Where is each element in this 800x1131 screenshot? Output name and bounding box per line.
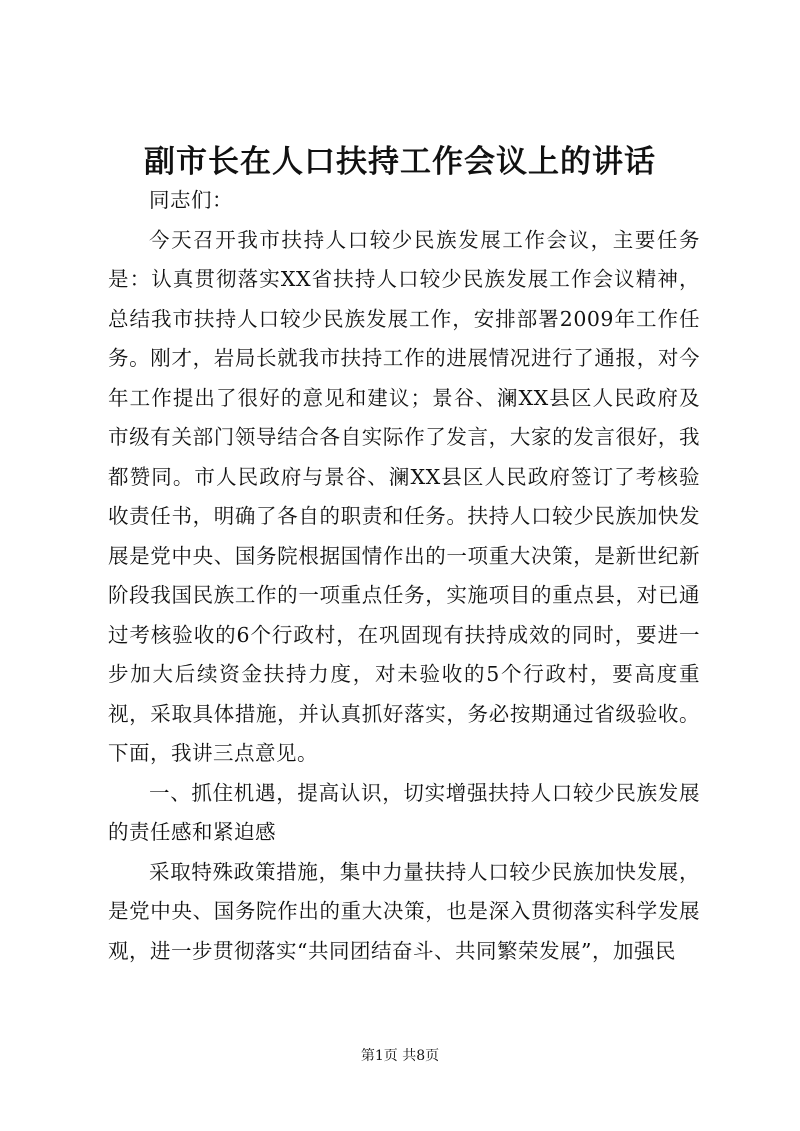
paragraph-section-body: 采取特殊政策措施，集中力量扶持人口较少民族加快发展，是党中央、国务院作出的重大决策，也是深入贯彻落实科学发展观，进一步贯彻落实“共同团结奋斗、共同繁荣发展”，加强民: [108, 859, 700, 963]
document-body: [108, 181, 700, 971]
document-title: 副市长在人口扶持工作会议上的讲话: [144, 144, 656, 180]
paragraph-salutation: 同志们：: [149, 188, 233, 212]
paragraph-section-heading: 一、抓住机遇，提高认识，切实增强扶持人口较少民族发展的责任感和紧迫感: [108, 780, 700, 844]
page-footer: 第1页 共8页: [360, 1048, 440, 1064]
paragraph-opening: 今天召开我市扶持人口较少民族发展工作会议，主要任务是：认真贯彻落实XX省扶持人口较少民族发展工作会议精神，总结我市扶持人口较少民族发展工作，安排部署2009年工作任务。刚才，岩局长就我市扶持工作的进展情况进行了通报，对今年工作提出了很好的意见和建议；景谷、澜XX县区人民政府及市级有关部门领导结合各自实际作了发言，大家的发言很好，我都赞同。市人民政府与景谷、澜XX县区人民政府签订了考核验收责任书，明确了各自的职责和任务。扶持人口较少民族加快发展是党中央、国务院根据国情作出的一项重大决策，是新世纪新阶段我国民族工作的一项重点任务，实施项目的重点县，对已通过考核验收的6个行政村，在巩固现有扶持成效的同时，要进一步加大后续资金扶持力度，对未验收的5个行政村，要高度重视，采取具体措施，并认真抓好落实，务必按期通过省级验收。下面，我讲三点意见。: [108, 227, 700, 765]
